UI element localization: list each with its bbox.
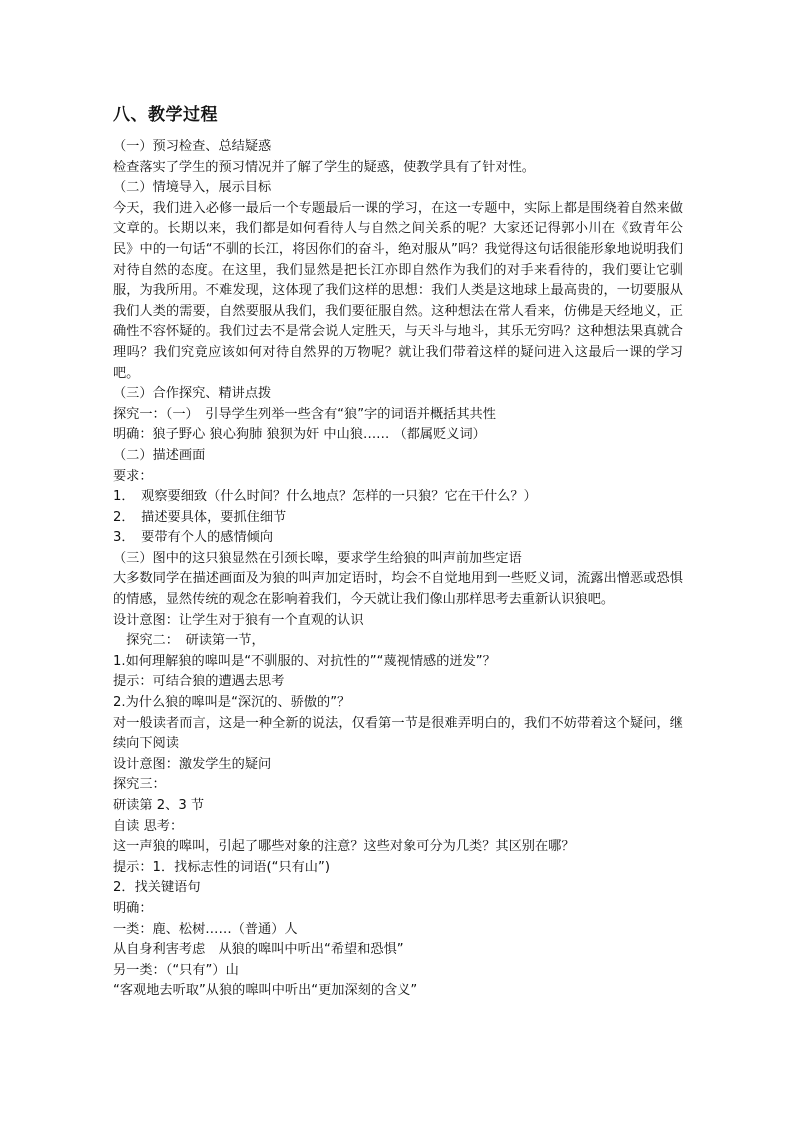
text-line: 一类：鹿、松树……（普通）人 bbox=[113, 921, 298, 937]
text-line: 2．找关键语句 bbox=[113, 880, 201, 896]
subheading-preview: （一）预习检查、总结疑惑 bbox=[113, 139, 272, 154]
text-line: 探究一：（一） 引导学生列举一些含有“狼”字的词语并概括其共性 bbox=[113, 406, 496, 422]
list-item: 1． 观察要细致（什么时间？什么地点？怎样的一只狼？它在干什么？） bbox=[113, 489, 537, 505]
text-line: 设计意图：激发学生的疑问 bbox=[113, 756, 272, 772]
describe-paragraph: 大多数同学在描述画面及为狼的叫声加定语时，均会不自觉地用到一些贬义词，流露出憎恶或恐惧的情感，显然传统的观念在影响着我们，今天就让我们像山那样思考去重新认识狼吧。 bbox=[113, 571, 683, 608]
section-title: 八、教学过程 bbox=[113, 105, 218, 125]
question-line: 1.如何理解狼的嗥叫是“不驯服的、对抗性的”“蔑视情感的迸发”？ bbox=[113, 653, 496, 669]
text-line: （三）图中的这只狼显然在引颈长嗥，要求学生给狼的叫声前加些定语 bbox=[113, 550, 522, 566]
question-line: 2.为什么狼的嗥叫是“深沉的、骄傲的”？ bbox=[113, 695, 351, 711]
subheading-explore: （三）合作探究、精讲点拨 bbox=[113, 386, 272, 402]
text-line: 提示：1．找标志性的词语(“只有山”) bbox=[113, 859, 330, 875]
text-line: 另一类：（“只有”）山 bbox=[113, 962, 239, 978]
question-line: 这一声狼的嗥叫，引起了哪些对象的注意？这些对象可分为几类？其区别在哪？ bbox=[113, 839, 575, 855]
text-line: 要求： bbox=[113, 468, 153, 484]
subheading-describe: （二）描述画面 bbox=[113, 447, 206, 463]
reader-paragraph: 对一般读者而言，这是一种全新的说法，仅看第一节是很难弄明白的，我们不妨带着这个疑问，继续向下阅读 bbox=[113, 715, 683, 752]
text-line: 提示：可结合狼的遭遇去思考 bbox=[113, 674, 285, 690]
text-line: 自读 思考： bbox=[113, 818, 184, 834]
subheading-intro: （二）情境导入，展示目标 bbox=[113, 180, 272, 196]
list-item: 2． 描述要具体，要抓住细节 bbox=[113, 509, 287, 525]
list-item: 3． 要带有个人的感情倾向 bbox=[113, 530, 274, 546]
text-line: 明确：狼子野心 狼心狗肺 狼狈为奸 中山狼…… （都属贬义词） bbox=[113, 427, 486, 443]
text-line: 研读第 2、3 节 bbox=[113, 798, 205, 813]
text-line: 从自身利害考虑 从狼的嗥叫中听出“希望和恐惧” bbox=[113, 942, 404, 958]
text-line: 设计意图：让学生对于狼有一个直观的认识 bbox=[113, 612, 364, 628]
text-line: 检查落实了学生的预习情况并了解了学生的疑惑，使教学具有了针对性。 bbox=[113, 159, 535, 175]
text-line: 探究二： 研读第一节， bbox=[113, 633, 265, 649]
text-line: “客观地去听取”从狼的嗥叫中听出“更加深刻的含义” bbox=[113, 983, 418, 999]
text-line: 明确： bbox=[113, 900, 153, 916]
text-line: 探究三： bbox=[113, 777, 166, 793]
document-body bbox=[113, 103, 683, 1002]
intro-paragraph: 今天，我们进入必修一最后一个专题最后一课的学习，在这一专题中，实际上都是围绕着自然来做文章的。长期以来，我们都是如何看待人与自然之间关系的呢？大家还记得郭小川在《致青年公民》中的一句话“不驯的长江，将因你们的奋斗，绝对服从”吗？我觉得这句话很能形象地说明我们对待自然的态度。在这里，我们显然是把长江亦即自然作为我们的对手来看待的，我们要让它驯服，为我所用。不难发现，这体现了我们这样的思想：我们人类是这地球上最高贵的，一切要服从我们人类的需要，自然要服从我们，我们要征服自然。这种想法在常人看来，仿佛是天经地义，正确性不容怀疑的。我们过去不是常会说人定胜天，与天斗与地斗，其乐无穷吗？这种想法果真就合理吗？我们究竟应该如何对待自然界的万物呢？就让我们带着这样的疑问进入这最后一课的学习吧。 bbox=[113, 200, 683, 381]
